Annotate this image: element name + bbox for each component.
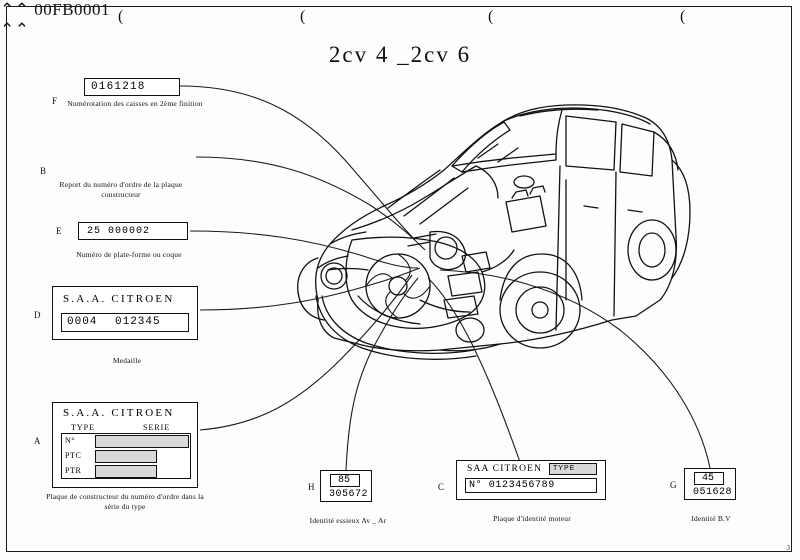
caption-e: Numéro de plate-forme ou coque: [76, 250, 182, 259]
plate-h-value-bottom: 305672: [329, 489, 369, 500]
plate-a-brand: S.A.A. CITROEN: [63, 407, 175, 419]
key-letter-e: E: [56, 226, 62, 236]
stamp-b-value: ⌃⌃ 00FB0001 ⌃⌃: [0, 0, 111, 39]
plate-f-value: 0161218: [91, 81, 146, 93]
plate-d-brand: S.A.A. CITROEN: [63, 293, 175, 305]
tick-mark-4: (: [680, 8, 686, 25]
tick-mark-1: (: [118, 8, 124, 25]
plate-a-constructeur[interactable]: [52, 402, 198, 488]
stamp-b-order-number[interactable]: [0, 0, 140, 39]
plate-a-row-n: N°: [65, 436, 76, 445]
plate-c-engine-identity[interactable]: [456, 460, 606, 500]
plate-g-gearbox-identity[interactable]: [684, 468, 736, 500]
key-letter-a: A: [34, 436, 41, 446]
plate-g-value-top: 45: [702, 473, 715, 484]
plate-a-field-ptc: [95, 450, 157, 463]
plate-e-platform-number[interactable]: [78, 222, 188, 240]
plate-h-axle-identity[interactable]: [320, 470, 372, 502]
page-title: 2cv 4 _2cv 6: [328, 42, 472, 67]
key-letter-b: B: [40, 166, 47, 176]
caption-a: Plaque de constructeur du numéro d'ordre dans la série du type: [46, 492, 204, 512]
plate-d-value-left: 0004: [67, 316, 98, 328]
key-letter-d: D: [34, 310, 41, 320]
plate-c-type-label: TYPE: [553, 464, 576, 472]
plate-g-value-bottom: 051628: [693, 487, 733, 498]
page-number: 3: [786, 544, 790, 552]
plate-d-medaille[interactable]: [52, 286, 198, 340]
plate-h-value-top: 85: [338, 475, 351, 486]
plate-a-row-ptc: PTC: [65, 451, 82, 460]
plate-c-brand: SAA CITROEN: [467, 464, 543, 474]
plate-c-value: N° 0123456789: [469, 480, 555, 491]
plate-e-value: 25 000002: [87, 226, 151, 237]
caption-h: Identité essieux Av _ Ar: [309, 516, 387, 525]
plate-a-col-type: TYPE: [71, 423, 95, 432]
plate-f-body-number[interactable]: [84, 78, 180, 96]
plate-d-value-right: 012345: [115, 316, 161, 328]
caption-c: Plaque d'identité moteur: [493, 514, 571, 523]
key-letter-g: G: [670, 480, 677, 490]
plate-a-field-n: [95, 435, 189, 448]
tick-mark-2: (: [300, 8, 306, 25]
caption-f: Numérotation des caisses en 2ème finition: [67, 99, 203, 108]
caption-d: Medaille: [112, 356, 142, 365]
key-letter-f: F: [52, 96, 58, 106]
plate-a-field-ptr: [95, 465, 157, 478]
key-letter-c: C: [438, 482, 445, 492]
plate-a-col-serie: SERIE: [143, 423, 171, 432]
tick-mark-3: (: [488, 8, 494, 25]
key-letter-h: H: [308, 482, 315, 492]
plate-a-row-ptr: PTR: [65, 466, 82, 475]
caption-b: Report du numéro d'ordre de la plaque constructeur: [59, 180, 183, 200]
caption-g: Identité B.V: [691, 514, 731, 523]
